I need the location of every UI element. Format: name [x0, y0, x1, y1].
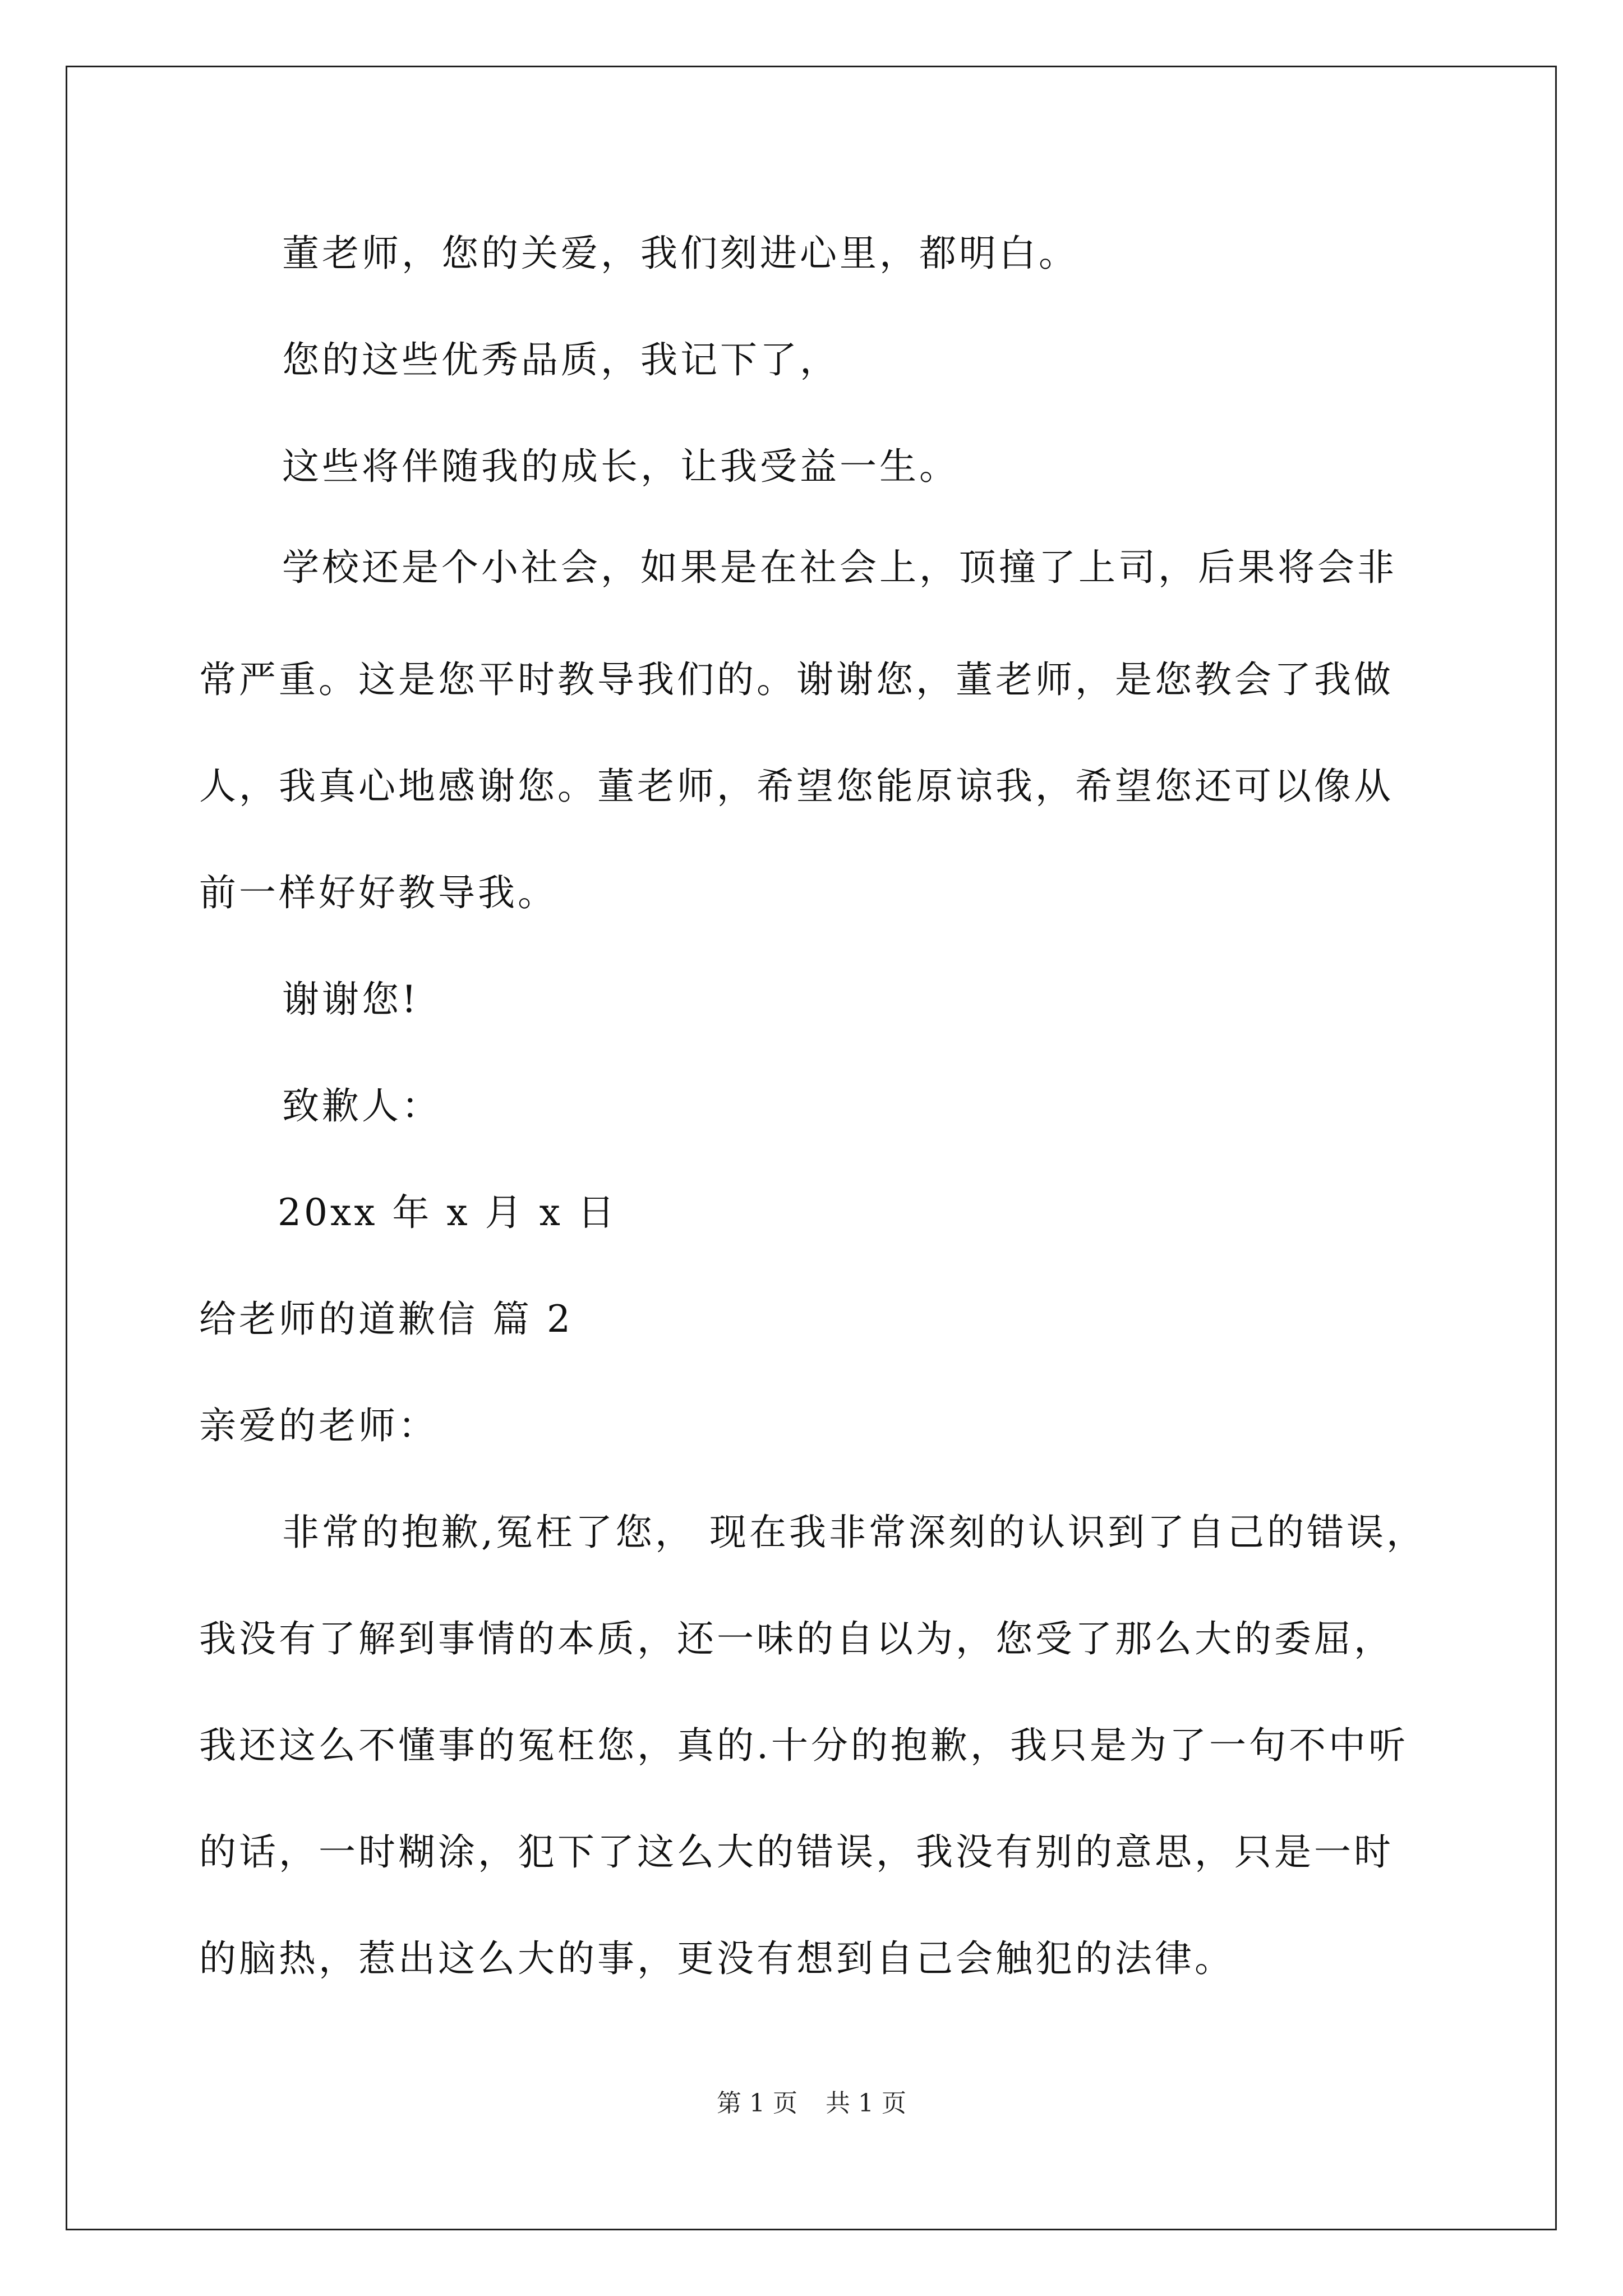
page-total: 共 1 页	[826, 2089, 906, 2118]
text-line: 前一样好好教导我。	[199, 871, 557, 914]
text-line: 我还这么不懂事的冤枉您，真的.十分的抱歉，我只是为了一句不中听	[199, 1724, 1408, 1767]
page-border	[66, 66, 1557, 2230]
text-line: 人，我真心地感谢您。董老师，希望您能原谅我，希望您还可以像从	[199, 765, 1394, 808]
text-line: 谢谢您!	[282, 978, 419, 1021]
text-line: 的脑热，惹出这么大的事，更没有想到自己会触犯的法律。	[199, 1937, 1234, 1980]
text-line: 的话，一时糊涂，犯下了这么大的错误，我没有别的意思，只是一时	[199, 1830, 1394, 1874]
page-footer	[0, 2088, 1623, 2119]
text-line: 常严重。这是您平时教导我们的。谢谢您，董老师，是您教会了我做	[199, 658, 1394, 701]
signature-label: 致歉人：	[282, 1084, 441, 1128]
text-line: 您的这些优秀品质，我记下了，	[282, 338, 840, 381]
section-title: 给老师的道歉信 篇 2	[199, 1297, 573, 1341]
text-line: 这些将伴随我的成长，让我受益一生。	[282, 445, 959, 488]
date-line: 20xx 年 x 月 x 日	[278, 1191, 617, 1234]
text-line: 学校还是个小社会，如果是在社会上，顶撞了上司，后果将会非	[282, 546, 1397, 589]
page-number: 第 1 页	[717, 2089, 797, 2118]
text-line: 非常的抱歉,冤枉了您， 现在我非常深刻的认识到了自己的错误，	[282, 1511, 1426, 1554]
text-line: 董老师，您的关爱，我们刻进心里，都明白。	[282, 232, 1078, 275]
salutation: 亲爱的老师：	[199, 1404, 438, 1447]
text-line: 我没有了解到事情的本质，还一味的自以为，您受了那么大的委屈，	[199, 1617, 1394, 1660]
